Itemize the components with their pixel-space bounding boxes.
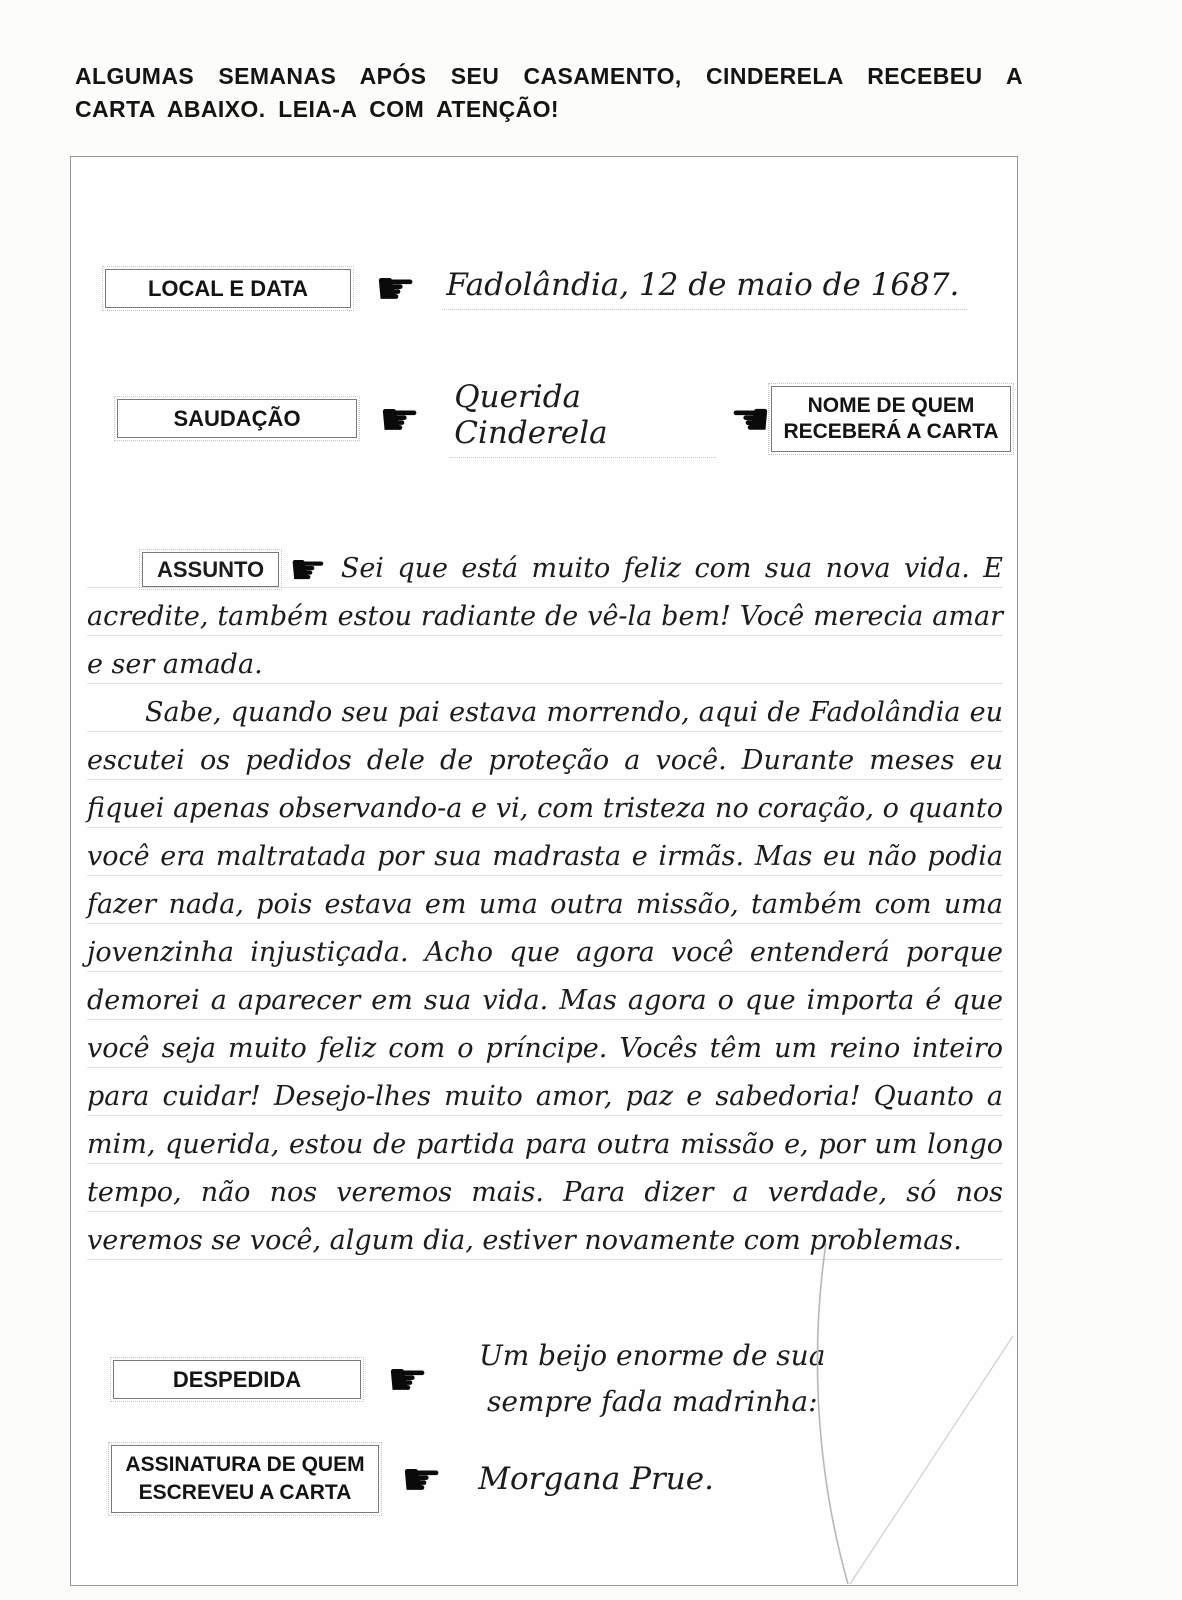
pointing-hand-left-icon: ☚: [729, 391, 771, 446]
letter-frame: [70, 156, 1018, 1586]
local-e-data-label: LOCAL E DATA: [105, 269, 351, 308]
assunto-label: ASSUNTO: [142, 552, 279, 587]
assinatura-label: ASSINATURA DE QUEM ESCREVEU A CARTA: [111, 1445, 379, 1513]
assunto-paragraph-1-text: Sei que está muito feliz com sua nova vida. E acredite, também estou radiante de vê-la bem! Você merecia amar e ser amada.: [87, 553, 1003, 680]
local-e-data-value: Fadolândia, 12 de maio de 1687.: [442, 267, 967, 310]
pointing-hand-icon: ☛: [375, 261, 417, 315]
assinatura-value: Morgana Prue.: [478, 1461, 714, 1497]
recipient-note-label: NOME DE QUEM RECEBERÁ A CARTA: [771, 386, 1011, 452]
local-e-data-row: [105, 261, 1009, 315]
instruction-text: ALGUMAS SEMANAS APÓS SEU CASAMENTO, CINDERELA RECEBEU A CARTA ABAIXO. LEIA-A COM ATENÇÃO!: [75, 63, 1023, 122]
assunto-paragraph-2: Sabe, quando seu pai estava morrendo, aqui de Fadolândia eu escutei os pedidos dele de proteção a você. Durante meses eu fiquei apenas observando-a e vi, com tristeza no coração, o quanto você era maltratada por sua madrasta e irmãs. Mas eu não podia fazer nada, pois estava em uma outra missão, também com uma jovenzinha injustiçada. Acho que agora você entenderá porque demorei a aparecer em sua vida. Mas agora o que importa é que você seja muito feliz com o príncipe. Vocês têm um reino inteiro para cuidar! Desejo-lhes muito amor, paz e sabedoria! Quanto a mim, querida, estou de partida para outra missão e, por um longo tempo, não nos veremos mais. Para dizer a verdade, só nos veremos se você, algum dia, estiver novamente com problemas.: [87, 697, 1003, 1256]
pointing-hand-icon: ☛: [401, 1452, 443, 1506]
despedida-label: DESPEDIDA: [113, 1360, 361, 1399]
assinatura-row: [111, 1445, 997, 1513]
assunto-section: [87, 545, 1003, 1265]
saudacao-label: SAUDAÇÃO: [117, 399, 357, 438]
despedida-value: Um beijo enorme de sua sempre fada madrinha:: [479, 1339, 826, 1418]
pointing-hand-icon: ☛: [379, 391, 421, 446]
assunto-paragraph-1: [87, 545, 1003, 689]
pointing-hand-icon: ☛: [289, 544, 327, 594]
pointing-hand-icon: ☛: [387, 1352, 429, 1406]
saudacao-value: Querida Cinderela: [450, 379, 716, 458]
despedida-row: [113, 1333, 997, 1425]
saudacao-row: [117, 379, 1011, 458]
